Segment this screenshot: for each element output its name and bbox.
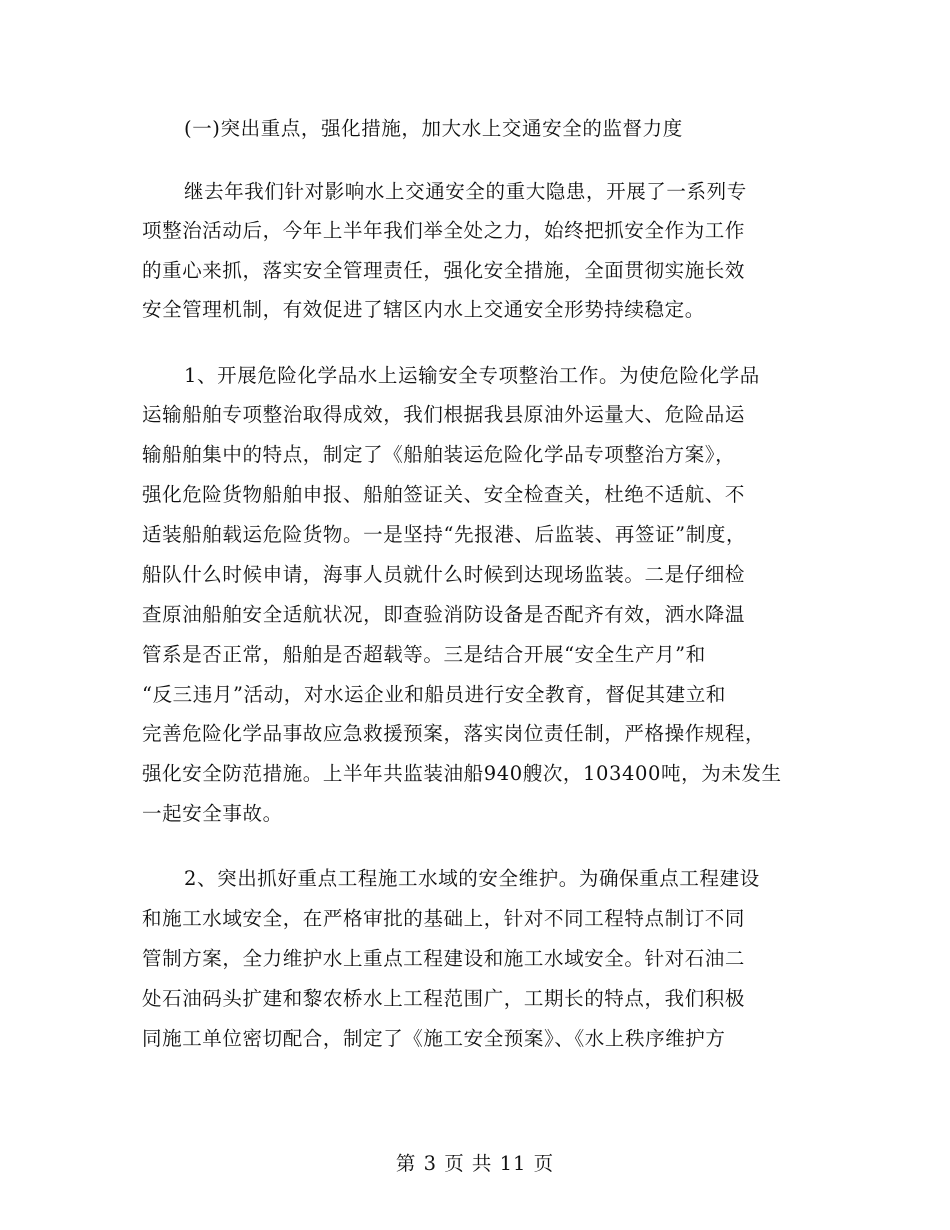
paragraph-line: 2、突出抓好重点工程施工水域的安全维护。为确保重点工程建设 [184,867,760,890]
paragraph-line: 适装船舶载运危险货物。一是坚持“先报港、后监装、再签证”制度， [142,523,747,546]
paragraph-line: 运输船舶专项整治取得成效，我们根据我县原油外运量大、危险品运 [142,403,746,426]
paragraph-line: 1、开展危险化学品水上运输安全专项整治工作。为使危险化学品 [184,364,760,387]
paragraph-line: 项整治活动后，今年上半年我们举全处之力，始终把抓安全作为工作 [142,219,746,242]
paragraph-line: 安全管理机制，有效促进了辖区内水上交通安全形势持续稳定。 [142,298,705,321]
paragraph-line: 处石油码头扩建和黎农桥水上工程范围广，工期长的特点，我们积极 [142,987,746,1010]
paragraph-line: 和施工水域安全，在严格审批的基础上，针对不同工程特点制订不同 [142,907,746,930]
paragraph-line: 管制方案，全力维护水上重点工程建设和施工水域安全。针对石油二 [142,947,746,970]
paragraph-line: 继去年我们针对影响水上交通安全的重大隐患，开展了一系列专 [184,180,747,203]
paragraph-line: 同施工单位密切配合，制定了《施工安全预案》、《水上秩序维护方 [142,1027,726,1050]
paragraph-line: 查原油船舶安全适航状况，即查验消防设备是否配齐有效，洒水降温 [142,603,746,626]
paragraph-line: 输船舶集中的特点，制定了《船舶装运危险化学品专项整治方案》， [142,443,736,466]
section-heading: (一)突出重点，强化措施，加大水上交通安全的监督力度 [184,117,683,140]
paragraph-line: 的重心来抓，落实安全管理责任，强化安全措施，全面贯彻实施长效 [142,259,746,282]
paragraph-line: 强化危险货物船舶申报、船舶签证关、安全检查关，杜绝不适航、不 [142,483,746,506]
paragraph-line: 一起安全事故。 [142,802,283,825]
paragraph-line: “反三违月”活动，对水运企业和船员进行安全教育，督促其建立和 [142,683,726,706]
paragraph-line: 管系是否正常，船舶是否超载等。三是结合开展“安全生产月”和 [142,643,706,666]
paragraph-line: 强化安全防范措施。上半年共监装油船940艘次，103400吨，为未发生 [142,762,782,785]
page-number-footer: 第 3 页 共 11 页 [395,1152,555,1175]
paragraph-line: 船队什么时候申请，海事人员就什么时候到达现场监装。二是仔细检 [142,563,746,586]
paragraph-line: 完善危险化学品事故应急救援预案，落实岗位责任制，严格操作规程， [142,722,766,745]
